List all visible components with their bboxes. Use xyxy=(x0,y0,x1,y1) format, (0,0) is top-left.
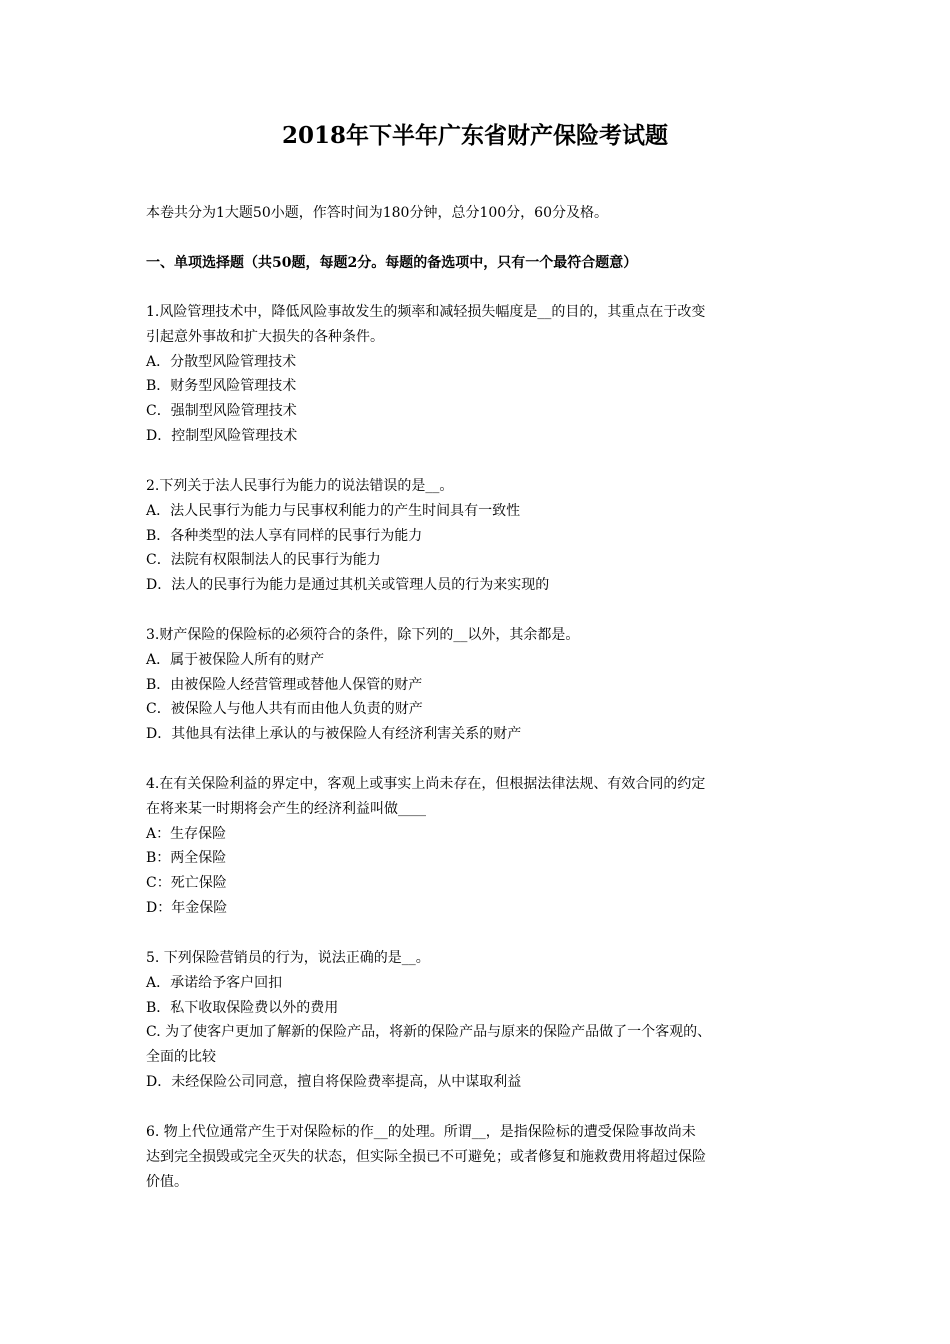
question-stem-line: 引起意外事故和扩大损失的各种条件。 xyxy=(146,328,384,345)
question-option: A．属于被保险人所有的财产 xyxy=(146,651,325,668)
question-option: C．强制型风险管理技术 xyxy=(146,403,297,420)
question-1 xyxy=(146,300,826,449)
question-stem-line: 4.在有关保险利益的界定中，客观上或事实上尚未存在，但根据法律法规、有效合同的约定 xyxy=(146,776,706,792)
question-stem-line: 5. 下列保险营销员的行为，说法正确的是__。 xyxy=(146,950,430,966)
document-title: 2018年下半年广东省财产保险考试题 xyxy=(281,122,668,149)
question-option: A．分散型风险管理技术 xyxy=(146,353,297,370)
question-option: D．其他具有法律上承认的与被保险人有经济利害关系的财产 xyxy=(146,726,522,743)
question-option: C：死亡保险 xyxy=(146,875,227,892)
question-option: A．承诺给予客户回扣 xyxy=(146,974,283,991)
question-stem-line: 价值。 xyxy=(146,1173,188,1190)
question-stem-line: 2.下列关于法人民事行为能力的说法错误的是__。 xyxy=(146,478,454,494)
question-option: D：年金保险 xyxy=(146,899,228,916)
question-option: B．私下收取保险费以外的费用 xyxy=(146,999,339,1016)
question-option: B．由被保险人经营管理或替他人保管的财产 xyxy=(146,676,423,693)
question-stem-line: 6. 物上代位通常产生于对保险标的作__的处理。所谓__，是指保险标的遭受保险事故尚未 xyxy=(146,1124,696,1140)
question-option: D．法人的民事行为能力是通过其机关或管理人员的行为来实现的 xyxy=(146,577,550,594)
question-stem-line: 3.财产保险的保险标的必须符合的条件，除下列的__以外，其余都是。 xyxy=(146,627,580,643)
question-option: 全面的比较 xyxy=(146,1049,216,1066)
question-option: C. 为了使客户更加了解新的保险产品，将新的保险产品与原来的保险产品做了一个客观的、 xyxy=(146,1024,712,1041)
question-option: A：生存保险 xyxy=(146,825,227,842)
question-option: C．法院有权限制法人的民事行为能力 xyxy=(146,552,381,569)
question-option: B：两全保险 xyxy=(146,850,227,867)
question-option: D．未经保险公司同意，擅自将保险费率提高，从中谋取利益 xyxy=(146,1073,522,1090)
question-option: C．被保险人与他人共有而由他人负责的财产 xyxy=(146,701,423,718)
question-option: D．控制型风险管理技术 xyxy=(146,427,298,444)
question-option: B．各种类型的法人享有同样的民事行为能力 xyxy=(146,527,423,544)
question-option: A．法人民事行为能力与民事权利能力的产生时间具有一致性 xyxy=(146,502,521,519)
question-5 xyxy=(146,946,826,1095)
question-stem-line: 达到完全损毁或完全灭失的状态，但实际全损已不可避免；或者修复和施救费用将超过保险 xyxy=(146,1148,706,1165)
exam-intro: 本卷共分为1大题50小题，作答时间为180分钟，总分100分，60分及格。 xyxy=(146,205,608,221)
question-6 xyxy=(146,1120,826,1194)
question-stem-line: 在将来某一时期将会产生的经济利益叫做____ xyxy=(146,800,426,817)
question-option: B．财务型风险管理技术 xyxy=(146,378,297,395)
question-2 xyxy=(146,474,826,598)
section-heading: 一、单项选择题（共50题，每题2分。每题的备选项中，只有一个最符合题意） xyxy=(146,255,638,271)
question-4 xyxy=(146,772,826,921)
question-stem-line: 1.风险管理技术中，降低风险事故发生的频率和减轻损失幅度是__的目的，其重点在于改变 xyxy=(146,304,706,320)
question-3 xyxy=(146,623,826,747)
